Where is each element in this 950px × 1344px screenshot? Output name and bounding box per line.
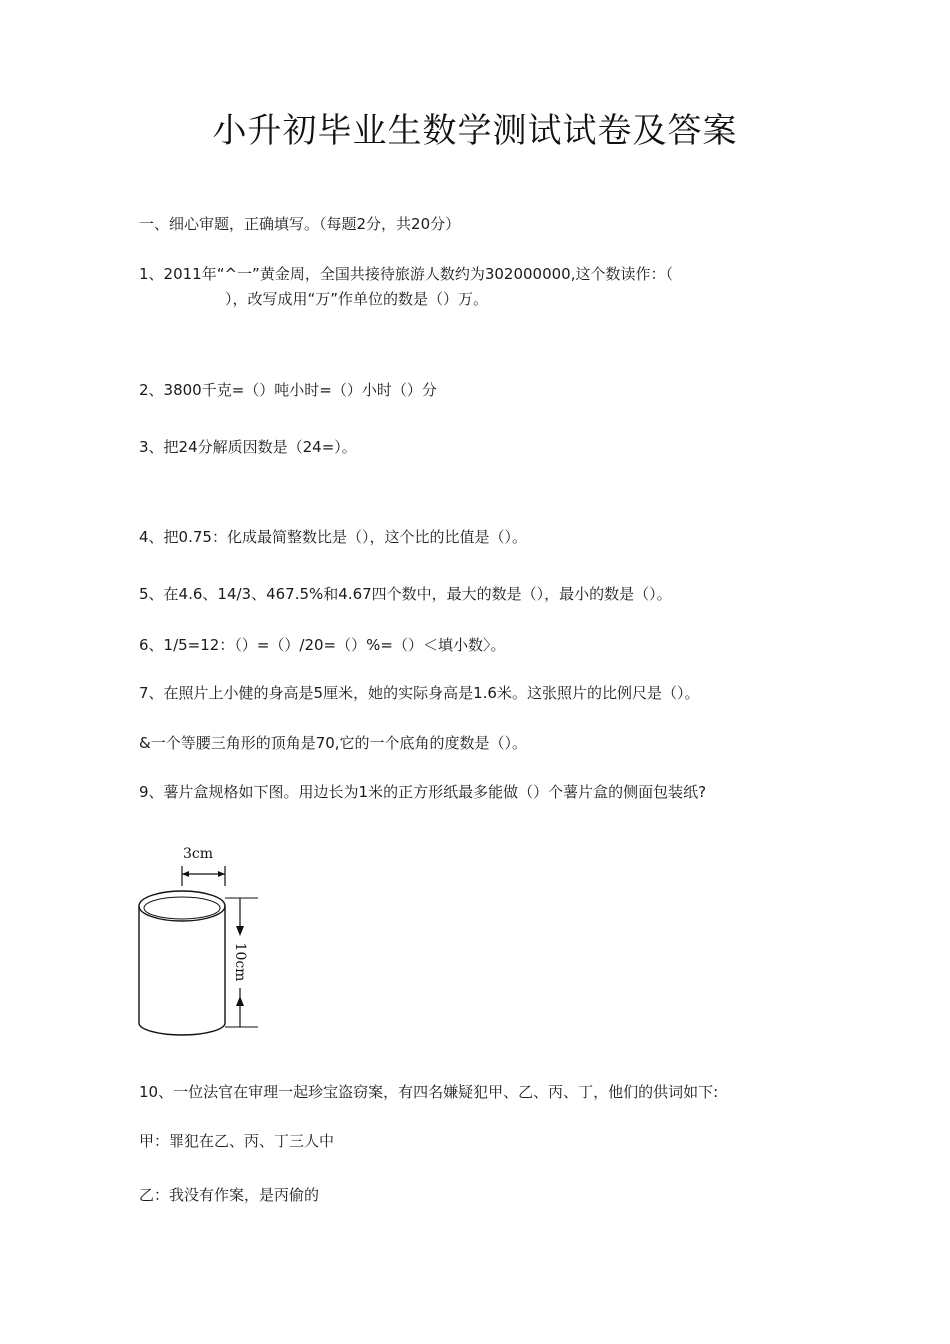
diameter-label: 3cm	[182, 846, 214, 862]
question-5: 5、在4.6、14/3、467.5%和4.67四个数中，最大的数是（），最小的数是（）。	[139, 585, 672, 603]
cylinder-top-outer	[139, 891, 225, 921]
question-9: 9、薯片盒规格如下图。用边长为1米的正方形纸最多能做（）个薯片盒的侧面包装纸?	[139, 783, 707, 801]
arrow-up-icon	[236, 996, 244, 1006]
page-title: 小升初毕业生数学测试试卷及答案	[212, 111, 738, 151]
question-7: 7、在照片上小健的身高是5厘米，她的实际身高是1.6米。这张照片的比例尺是（）。	[139, 684, 700, 702]
cylinder-bottom	[139, 1023, 225, 1035]
question-2: 2、3800千克=（）吨小时=（）小时（）分	[139, 381, 437, 399]
question-1-line-2: ），改写成用“万”作单位的数是（）万。	[225, 290, 489, 308]
section-heading: 一、细心审题，正确填写。（每题2分，共20分）	[139, 215, 461, 233]
question-1-line-1: 1、2011年“^一”黄金周，全国共接待旅游人数约为302000000,这个数读作：（	[139, 265, 673, 283]
chip-canister-figure	[130, 838, 280, 1038]
arrow-down-icon	[236, 926, 244, 936]
arrow-right-icon	[218, 871, 225, 877]
question-4: 4、把0.75：化成最简整数比是（），这个比的比值是（）。	[139, 528, 527, 546]
question-10: 10、一位法官在审理一起珍宝盗窃案，有四名嫌疑犯甲、乙、丙、丁，他们的供词如下:	[139, 1083, 719, 1101]
question-6: 6、1/5=12：（）=（）/20=（）%=（）＜填小数〉。	[139, 636, 506, 654]
statement-yi: 乙：我没有作案，是丙偷的	[139, 1186, 320, 1204]
question-8: &一个等腰三角形的顶角是70,它的一个底角的度数是（）。	[139, 734, 528, 752]
cylinder-top-rim	[144, 897, 220, 919]
height-label: 10cm	[232, 942, 248, 982]
question-3: 3、把24分解质因数是（24=）。	[139, 438, 357, 456]
statement-jia: 甲：罪犯在乙、丙、丁三人中	[139, 1132, 335, 1150]
arrow-left-icon	[182, 871, 189, 877]
